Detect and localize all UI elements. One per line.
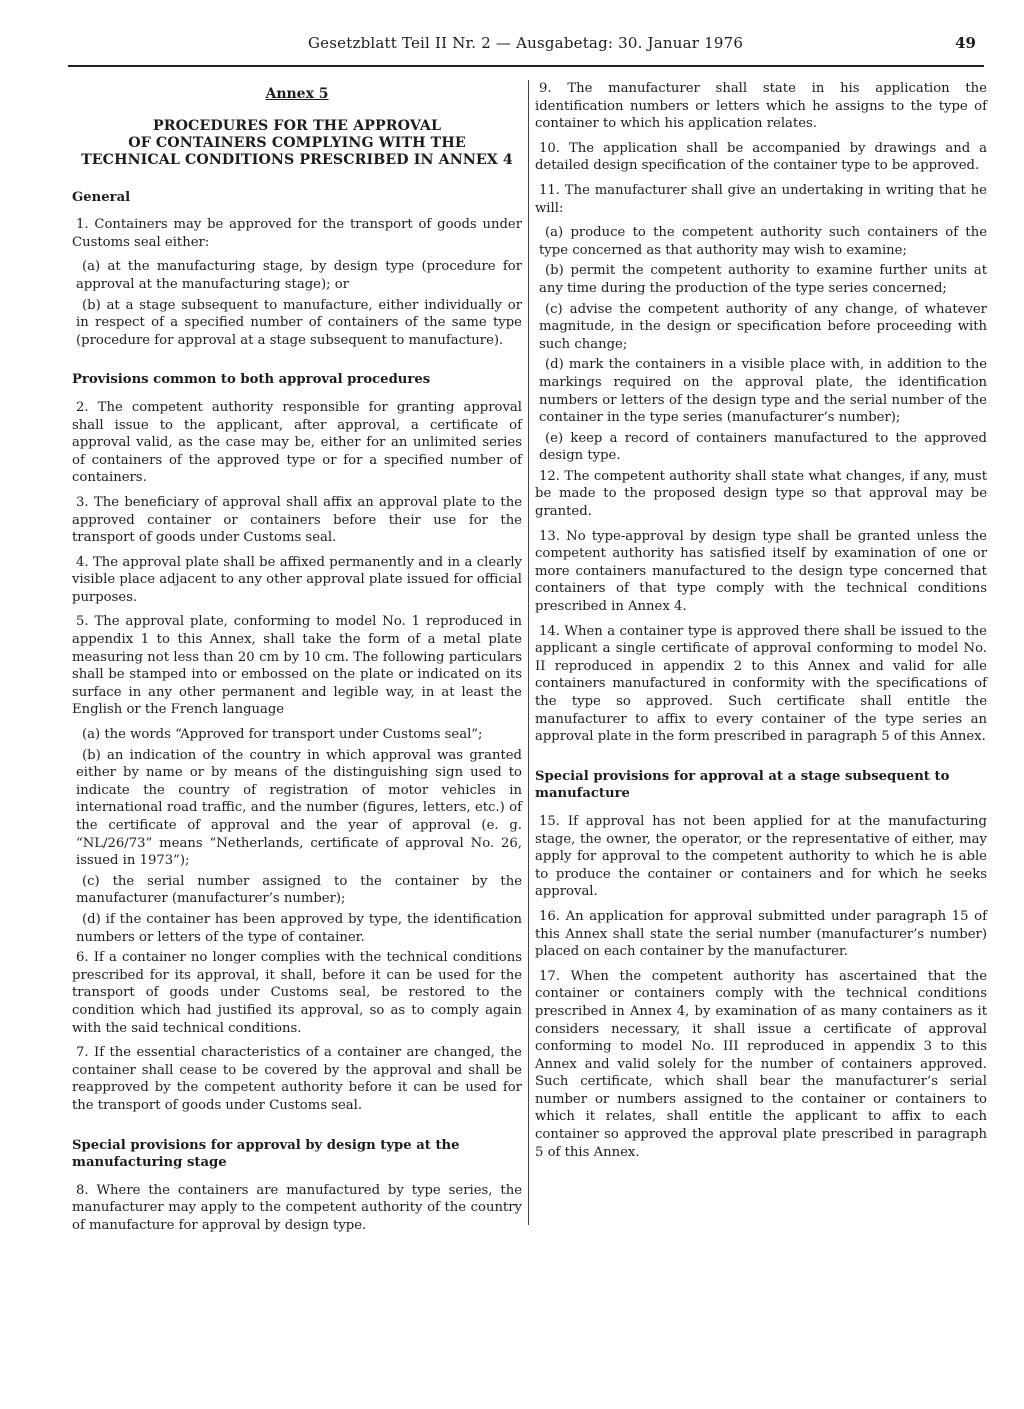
- paragraph-6: 6. If a container no longer complies with the technical conditions prescribed for its approval, it shall, before it can be used for the transport of goods under Customs seal, be restored to the condition which had justified its approval, so as to comply again with the said technical conditions.: [72, 950, 522, 1036]
- paragraph-5d: (d) if the container has been approved by type, the identification numbers or letters of the type of container.: [76, 911, 522, 945]
- paragraph-8: 8. Where the containers are manufactured by type series, the manufacturer may apply to the competent authority of the country of manufacture for approval by design type.: [72, 1182, 522, 1233]
- paragraph-5: 5. The approval plate, conforming to model No. 1 reproduced in appendix 1 to this Annex, shall take the form of a metal plate measuring not less than 20 cm by 10 cm. The following particulars shall be stamped into or embossed on the plate or indicated on its surface in any other permanent and legible way, in at least the English or the French language: [72, 614, 522, 718]
- paragraph-1a: (a) at the manufacturing stage, by design type (procedure for approval at the manufacturing stage); or: [76, 259, 522, 292]
- paragraph-3: 3. The beneficiary of approval shall affix an approval plate to the approved container or containers before their use for the transport of goods under Customs seal.: [72, 494, 522, 546]
- left-column: [72, 80, 522, 1241]
- paragraph-5b: (b) an indication of the country in which approval was granted either by name or by means of the distinguishing sign used to indicate the country of registration of motor vehicles in international road traffic, and the number (figures, letters, etc.) of the certificate of approval and the year of approval (e. g. “NL/26/73” means “Netherlands, certificate of approval No. 26, issued in 1973”);: [76, 747, 522, 869]
- paragraph-17: 17. When the competent authority has ascertained that the container or containers comply with the technical conditions prescribed in Annex 4, by examination of as many containers as it considers necessary, it shall issue a certificate of approval conforming to model No. III reproduced in appendix 3 to this Annex and valid solely for the number of containers approved. Such certificate, which shall bear the manufacturer’s serial number or numbers assigned to the container or containers to which it relates, shall entitle the applicant to affix to each container so approved the approval plate prescribed in paragraph 5 of this Annex.: [535, 968, 987, 1160]
- paragraph-9: 9. The manufacturer shall state in his application the identification numbers or letters which he assigns to the type of container to which his application relates.: [535, 81, 987, 132]
- paragraph-12: 12. The competent authority shall state what changes, if any, must be made to the proposed design type so that approval may be granted.: [535, 468, 987, 520]
- annex-title-line: PROCEDURES FOR THE APPROVAL: [152, 117, 442, 134]
- annex-title-line: TECHNICAL CONDITIONS PRESCRIBED IN ANNEX 4: [81, 151, 513, 168]
- section-heading-common: Provisions common to both approval procedures: [72, 372, 431, 388]
- annex-heading: Annex 5: [265, 86, 329, 102]
- annex-title: [72, 118, 522, 169]
- paragraph-11d: (d) mark the containers in a visible place with, in addition to the markings required on the approval plate, the identification numbers or letters of the design type and the serial number of the container in the type series (manufacturer’s number);: [539, 357, 987, 426]
- paragraph-1b: (b) at a stage subsequent to manufacture, either individually or in respect of a specified number of containers of the same type (procedure for approval at a stage subsequent to manufacture).: [76, 297, 522, 348]
- paragraph-11e: (e) keep a record of containers manufactured to the approved design type.: [539, 430, 987, 464]
- gazette-header-title: Gesetzblatt Teil II Nr. 2 — Ausgabetag: 30. Januar 1976: [308, 34, 744, 52]
- paragraph-16: 16. An application for approval submitted under paragraph 15 of this Annex shall state the serial number (manufacturer’s number) placed on each container by the manufacturer.: [535, 908, 987, 960]
- paragraph-7: 7. If the essential characteristics of a container are changed, the container shall cease to be covered by the approval and shall be reapproved by the competent authority before it can be used for the transport of goods under Customs seal.: [72, 1045, 522, 1113]
- paragraph-1: 1. Containers may be approved for the transport of goods under Customs seal either:: [72, 217, 522, 250]
- paragraph-13: 13. No type-approval by design type shall be granted unless the competent authority has satisfied itself by examination of one or more containers manufactured to the design type concerned that containers of that type comply with the technical conditions prescribed in Annex 4.: [535, 528, 987, 615]
- paragraph-14: 14. When a container type is approved there shall be issued to the applicant a single certificate of approval conforming to model No. II reproduced in appendix 2 to this Annex and valid for alle containers manufactured in conformity with the specifications of the type so approved. Such certificate shall entitle the manufacturer to affix to every container of the type series an approval plate in the form prescribed in paragraph 5 of this Annex.: [535, 623, 987, 745]
- paragraph-15: 15. If approval has not been applied for at the manufacturing stage, the owner, the operator, or the representative of either, may apply for approval to the competent authority to which he is able to produce the container or containers and for which he seeks approval.: [535, 813, 987, 900]
- paragraph-2: 2. The competent authority responsible for granting approval shall issue to the applicant, after approval, a certificate of approval valid, as the case may be, either for an unlimited series of containers of the approved type or for a specified number of containers.: [72, 399, 522, 486]
- paragraph-5c: (c) the serial number assigned to the container by the manufacturer (manufacturer’s number);: [76, 873, 522, 907]
- annex-title-line: OF CONTAINERS COMPLYING WITH THE: [128, 134, 466, 151]
- paragraph-11a: (a) produce to the competent authority such containers of the type concerned as that authority may wish to examine;: [539, 225, 987, 258]
- paragraph-10: 10. The application shall be accompanied by drawings and a detailed design specification of the container type to be approved.: [535, 140, 987, 174]
- section-heading-general: General: [72, 189, 131, 205]
- section-heading-subsequent: Special provisions for approval at a stage subsequent to manufacture: [535, 768, 950, 802]
- paragraph-11b: (b) permit the competent authority to examine further units at any time during the production of the type series concerned;: [539, 263, 987, 296]
- column-divider: [528, 80, 529, 1225]
- paragraph-11: 11. The manufacturer shall give an undertaking in writing that he will:: [535, 182, 987, 216]
- page-header: [68, 34, 984, 66]
- paragraph-5a: (a) the words “Approved for transport under Customs seal”;: [82, 727, 483, 743]
- header-rule: [68, 65, 984, 67]
- paragraph-11c: (c) advise the competent authority of any change, of whatever magnitude, in the design or specification before proceeding with such change;: [539, 301, 987, 352]
- paragraph-4: 4. The approval plate shall be affixed permanently and in a clearly visible place adjacent to any other approval plate issued for official purposes.: [72, 554, 522, 605]
- page-number: 49: [955, 34, 976, 52]
- section-heading-design-type: Special provisions for approval by design type at the manufacturing stage: [72, 1137, 460, 1171]
- right-column: [535, 80, 987, 1168]
